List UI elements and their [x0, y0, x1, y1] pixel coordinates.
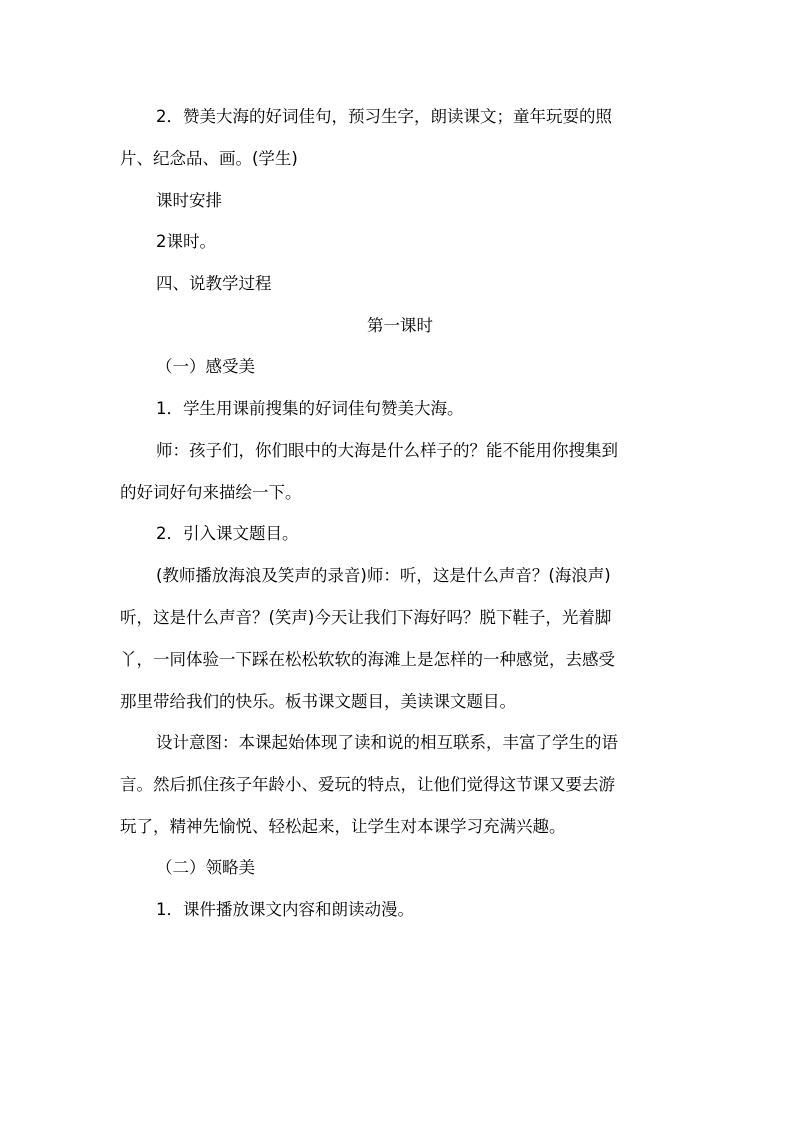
paragraph-courseware: [156, 889, 680, 931]
paragraph-design-intent: [120, 722, 680, 848]
paragraph-materials: [120, 96, 680, 180]
paragraph-step-two: [156, 513, 680, 555]
text-line: 四、说教学过程: [156, 274, 272, 293]
text-line: 设计意图：本课起始体现了读和说的相互联系，丰富了学生的语: [156, 733, 618, 752]
heading-section-four: [156, 263, 680, 305]
text-line: （一）感受美: [156, 357, 255, 376]
text-line: 丫，一同体验一下踩在松松软软的海滩上是怎样的一种感觉，去感受: [120, 650, 615, 669]
text-line: 片、纪念品、画。(学生): [120, 149, 298, 168]
paragraph-step-one: [156, 388, 680, 430]
heading-schedule: [156, 180, 680, 222]
text-line: 2．赞美大海的好词佳句，预习生字，朗读课文；童年玩耍的照: [156, 107, 612, 126]
text-line: 的好词好句来描绘一下。: [120, 483, 302, 502]
paragraph-audio-intro: [120, 555, 680, 723]
text-line: 那里带给我们的快乐。板书课文题目，美读课文题目。: [120, 692, 516, 711]
text-line: （二）领略美: [156, 858, 255, 877]
paragraph-periods: [156, 221, 680, 263]
text-line: 课时安排: [156, 191, 222, 210]
text-line: 1．学生用课前搜集的好词佳句赞美大海。: [156, 399, 464, 418]
text-line: 2课时。: [156, 232, 216, 251]
text-line: 2．引入课文题目。: [156, 524, 299, 543]
heading-appreciate-beauty: [156, 847, 680, 889]
text-line: 第一课时: [367, 316, 433, 335]
text-line: 言。然后抓住孩子年龄小、爱玩的特点，让他们觉得这节课又要去游: [120, 775, 615, 794]
text-line: 听，这是什么声音？(笑声)今天让我们下海好吗？脱下鞋子，光着脚: [120, 608, 612, 627]
heading-feel-beauty: [156, 346, 680, 388]
text-line: (教师播放海浪及笑声的录音)师：听，这是什么声音？(海浪声): [156, 566, 611, 585]
text-line: 玩了，精神先愉悦、轻松起来，让学生对本课学习充满兴趣。: [120, 817, 566, 836]
heading-first-period: [120, 305, 680, 347]
text-line: 1．课件播放课文内容和朗读动漫。: [156, 900, 414, 919]
paragraph-teacher-question: [120, 430, 680, 514]
text-line: 师：孩子们，你们眼中的大海是什么样子的？能不能用你搜集到: [156, 441, 618, 460]
